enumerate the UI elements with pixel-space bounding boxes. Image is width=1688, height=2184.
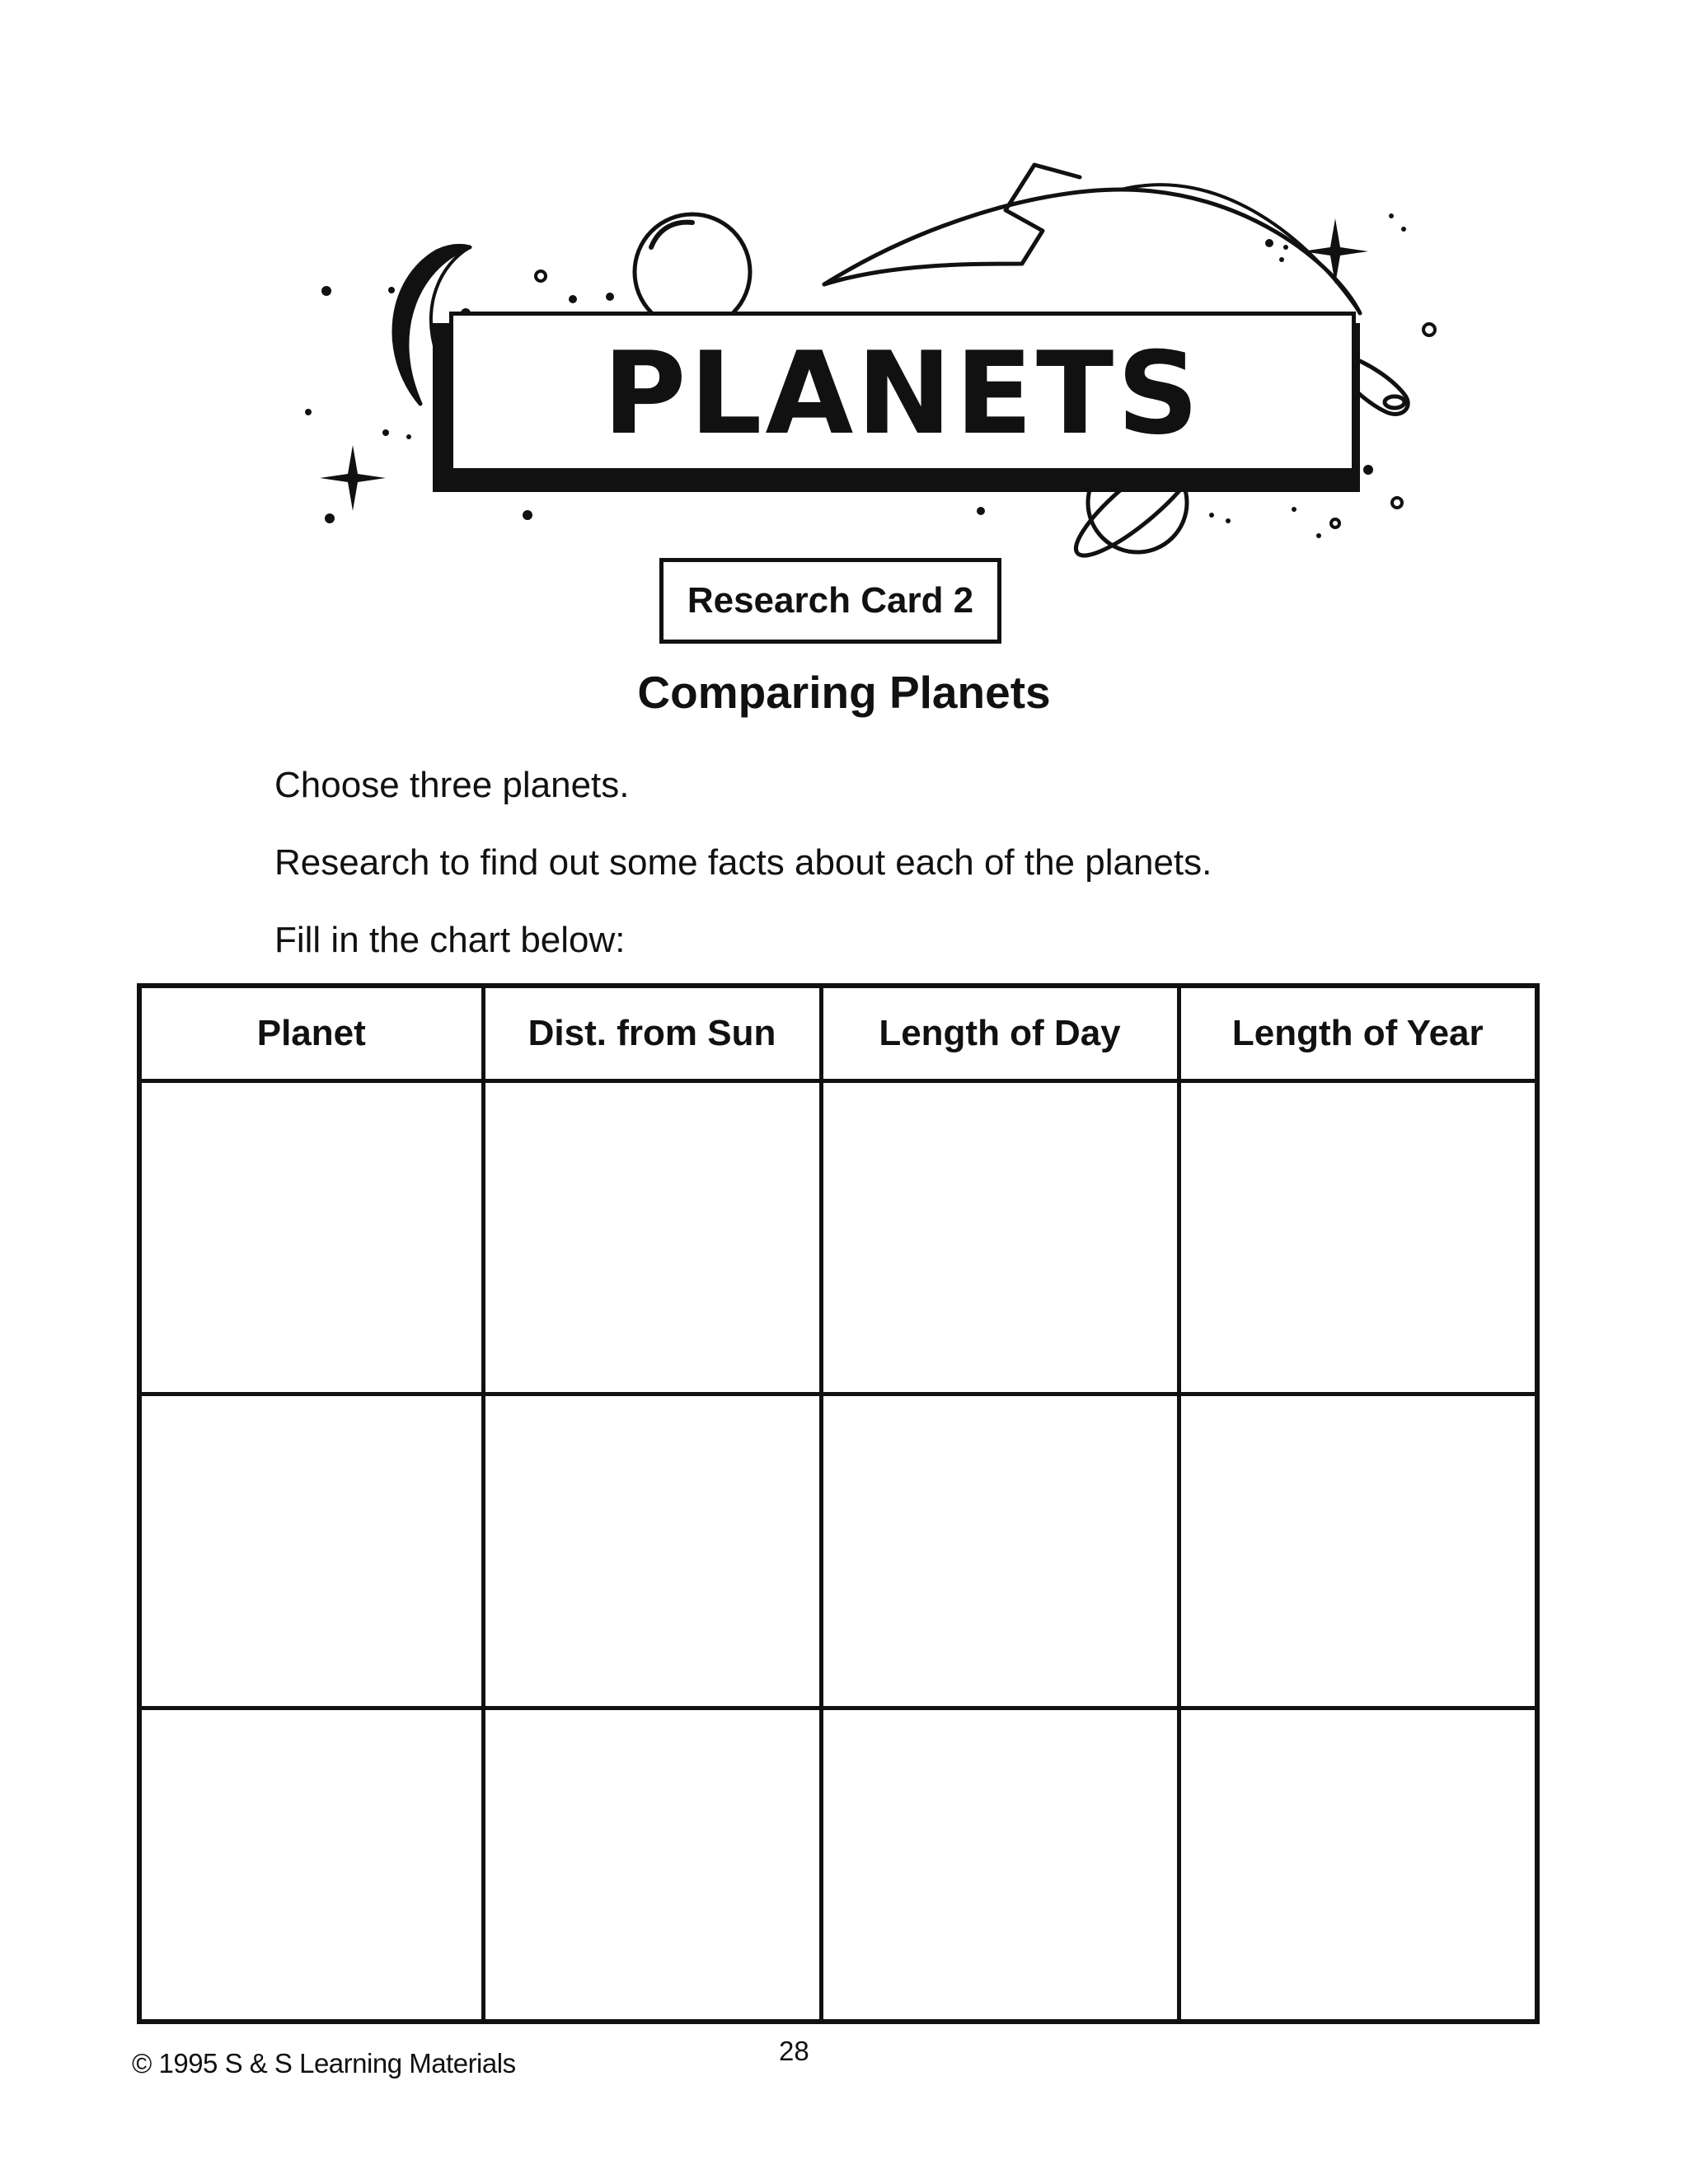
instruction-line: Choose three planets. bbox=[274, 765, 630, 805]
blank-cell[interactable] bbox=[139, 1081, 483, 1394]
table-row bbox=[139, 1394, 1537, 1708]
column-header-year-length: Length of Year bbox=[1179, 986, 1537, 1081]
chart-header-row bbox=[139, 986, 1537, 1081]
table-row bbox=[139, 1708, 1537, 2022]
title-banner bbox=[449, 312, 1356, 472]
blank-cell[interactable] bbox=[1179, 1708, 1537, 2022]
blank-cell[interactable] bbox=[483, 1708, 821, 2022]
column-header-distance: Dist. from Sun bbox=[483, 986, 821, 1081]
copyright-notice: © 1995 S & S Learning Materials bbox=[132, 2048, 516, 2079]
planet-comparison-chart bbox=[137, 983, 1540, 2024]
blank-cell[interactable] bbox=[483, 1394, 821, 1708]
blank-cell[interactable] bbox=[483, 1081, 821, 1394]
instruction-line: Fill in the chart below: bbox=[274, 920, 626, 960]
blank-cell[interactable] bbox=[139, 1708, 483, 2022]
column-header-planet: Planet bbox=[139, 986, 483, 1081]
blank-cell[interactable] bbox=[1179, 1394, 1537, 1708]
sparkle-star-icon bbox=[1302, 218, 1368, 284]
table-row bbox=[139, 1081, 1537, 1394]
blank-cell[interactable] bbox=[821, 1708, 1179, 2022]
page-number: 28 bbox=[779, 2036, 809, 2066]
column-header-day-length: Length of Day bbox=[821, 986, 1179, 1081]
blank-cell[interactable] bbox=[821, 1394, 1179, 1708]
sparkle-star-icon bbox=[320, 445, 386, 511]
instruction-line: Research to find out some facts about each of the planets. bbox=[274, 842, 1212, 883]
research-card-label: Research Card 2 bbox=[659, 558, 1001, 644]
section-subtitle: Comparing Planets bbox=[637, 667, 1051, 718]
page-title: PLANETS bbox=[603, 326, 1203, 460]
blank-cell[interactable] bbox=[139, 1394, 483, 1708]
blank-cell[interactable] bbox=[1179, 1081, 1537, 1394]
blank-cell[interactable] bbox=[821, 1081, 1179, 1394]
comet-icon bbox=[824, 190, 1360, 313]
